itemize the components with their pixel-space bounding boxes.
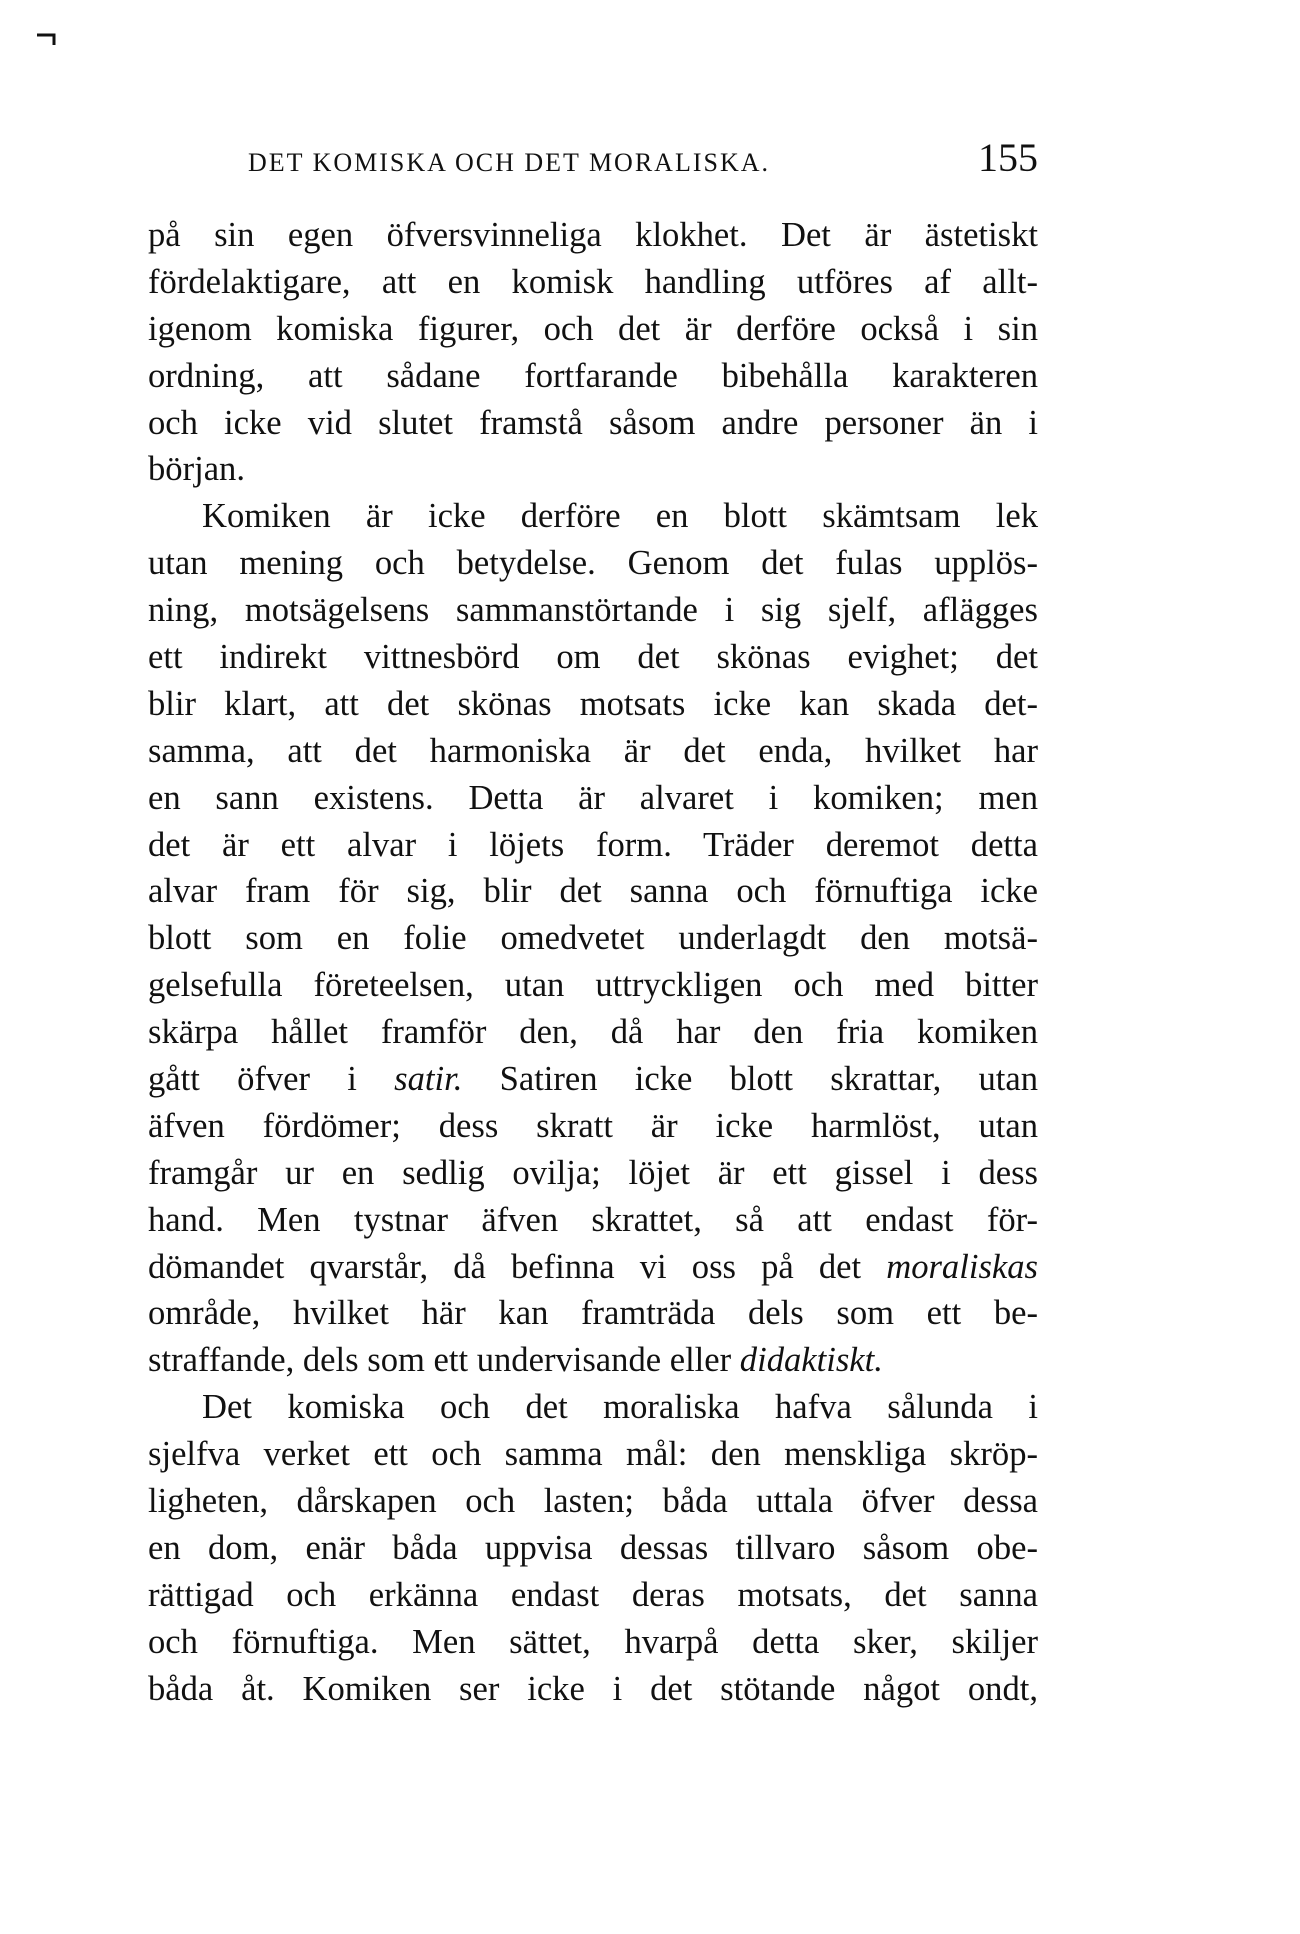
text-line: alvar fram för sig, blir det sanna och förnuftiga icke <box>148 872 1038 911</box>
line-text: straffande, dels som ett undervisande eller <box>148 1341 740 1380</box>
text-line: hand. Men tystnar äfven skrattet, så att endast för- <box>148 1200 1038 1239</box>
text-line: framgår ur en sedlig ovilja; löjet är ett gissel i dess <box>148 1153 1038 1192</box>
text-line: och icke vid slutet framstå såsom andre personer än i <box>148 403 1038 442</box>
text-line-with-emphasis <box>148 1337 1038 1384</box>
text-line: fördelaktigare, att en komisk handling utföres af allt- <box>148 262 1038 301</box>
paragraph-start-line: Komiken är icke derföre en blott skämtsam lek <box>202 497 1038 536</box>
text-line: ning, motsägelsens sammanstörtande i sig sjelf, aflägges <box>148 591 1038 630</box>
text-line: äfven fördömer; dess skratt är icke harmlöst, utan <box>148 1106 1038 1145</box>
text-line: på sin egen öfversvinneliga klokhet. Det är ästetiskt <box>148 216 1038 254</box>
text-line-with-emphasis <box>148 1056 1038 1103</box>
text-line: gelsefulla företeelsen, utan uttryckligen och med bitter <box>148 966 1038 1005</box>
text-line: ett indirekt vittnesbörd om det skönas evighet; det <box>148 638 1038 677</box>
text-line: en dom, enär båda uppvisa dessas tillvaro såsom obe- <box>148 1528 1038 1567</box>
line-text: Satiren icke blott skrattar, utan <box>462 1060 1038 1099</box>
text-line: blir klart, att det skönas motsats icke kan skada det- <box>148 684 1038 723</box>
running-head <box>148 128 1038 188</box>
text-line: blott som en folie omedvetet underlagdt den motsä- <box>148 919 1038 958</box>
corner-mark-glyph <box>36 32 58 46</box>
line-text: dömandet qvarstår, då befinna vi oss på det <box>148 1247 887 1286</box>
text-line: igenom komiska figurer, och det är derföre också i sin <box>148 309 1038 348</box>
text-line: sjelfva verket ett och samma mål: den menskliga skröp- <box>148 1435 1038 1474</box>
page-number: 155 <box>978 135 1038 180</box>
text-line-with-emphasis <box>148 1244 1038 1291</box>
text-line: båda åt. Komiken ser icke i det stötande något ondt, <box>148 1669 1038 1708</box>
text-line: en sann existens. Detta är alvaret i komiken; men <box>148 778 1038 817</box>
text-line: början. <box>148 450 245 489</box>
paragraph-start-line: Det komiska och det moraliska hafva sålunda i <box>202 1388 1038 1427</box>
text-line: rättigad och erkänna endast deras motsats, det sanna <box>148 1575 1038 1614</box>
emphasized-word: satir. <box>394 1060 463 1099</box>
text-line: skärpa hållet framför den, då har den fria komiken <box>148 1013 1038 1052</box>
text-line: ordning, att sådane fortfarande bibehålla karakteren <box>148 356 1038 395</box>
text-line: det är ett alvar i löjets form. Träder deremot detta <box>148 825 1038 864</box>
emphasized-word: moraliskas <box>886 1247 1038 1286</box>
text-line: och förnuftiga. Men sättet, hvarpå detta sker, skiljer <box>148 1622 1038 1661</box>
text-line: samma, att det harmoniska är det enda, hvilket har <box>148 731 1038 770</box>
text-line: utan mening och betydelse. Genom det fulas upplös- <box>148 544 1038 583</box>
running-title: DET KOMISKA OCH DET MORALISKA. <box>248 148 771 177</box>
emphasized-word: didaktiskt. <box>739 1341 883 1380</box>
body-text <box>148 212 1038 1713</box>
line-text: gått öfver i <box>148 1060 395 1099</box>
text-line: område, hvilket här kan framträda dels som ett be- <box>148 1294 1038 1333</box>
text-line: ligheten, dårskapen och lasten; båda uttala öfver dessa <box>148 1482 1038 1521</box>
